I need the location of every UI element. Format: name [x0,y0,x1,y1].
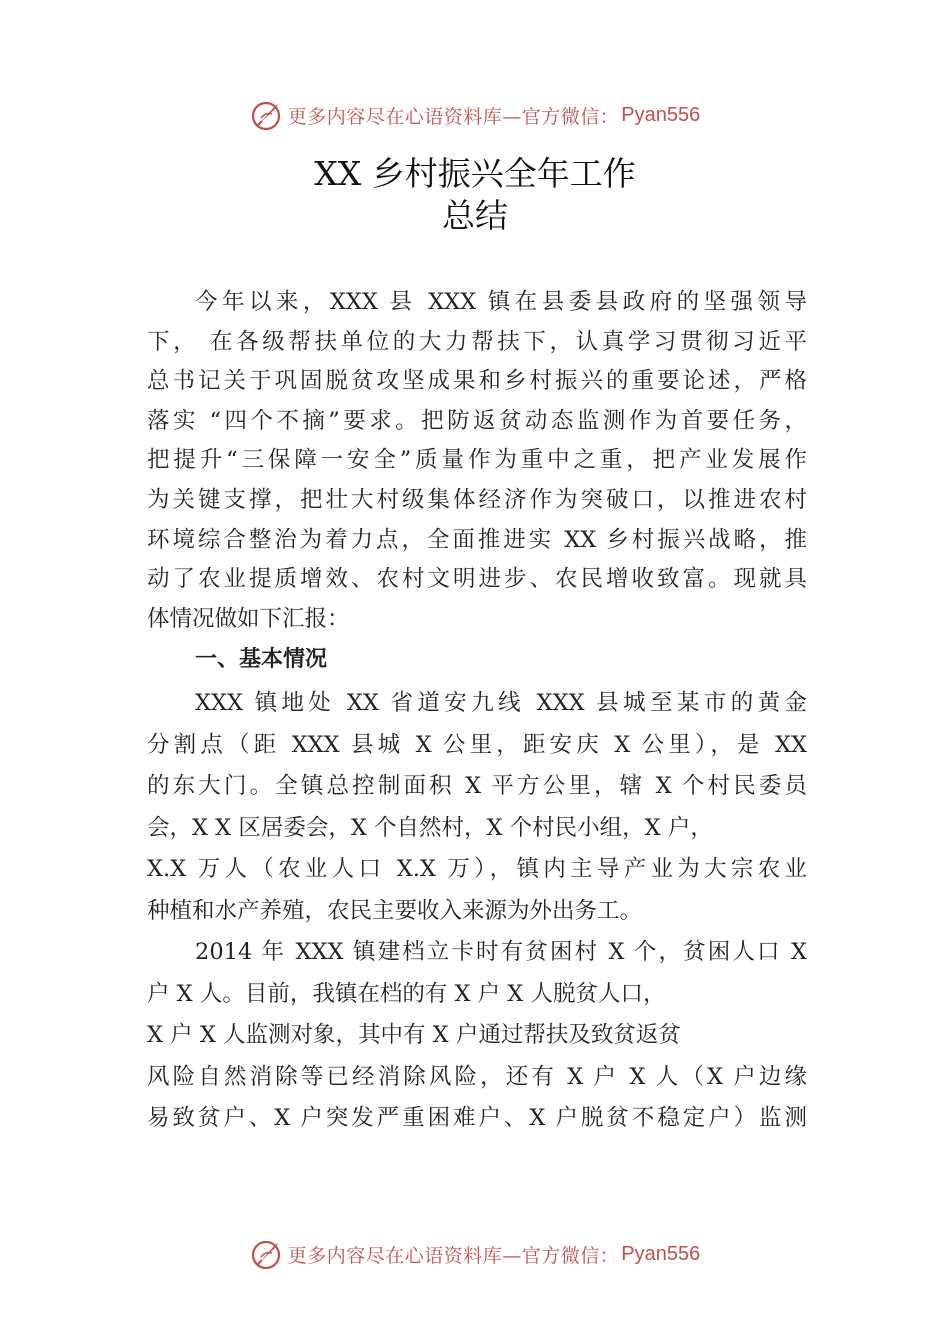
watermark-wechat-id: Pyan556 [621,103,701,126]
text-line: 户 X 人。目前，我镇在档的有 X 户 X 人脱贫人口， [147,980,666,1007]
text-line: 把提升“三保障一安全”质量作为重中之重，把产业发展作 [147,447,807,474]
document-title-line-1: XX 乡村振兴全年工作 [314,154,636,193]
intro-paragraph [147,283,807,639]
basic-info-paragraph [147,683,807,932]
watermark-text: 更多内容尽在心语资料库—官方微信： [287,1244,620,1267]
section-heading-basic-info [147,639,807,681]
text-line: 的东大门。全镇总控制面积 X 平方公里，辖 X 个村民委员 [147,773,807,799]
quill-logo-icon [250,98,284,132]
text-line: 种植和水产养殖，农民主要收入来源为外出务工。 [147,897,643,924]
text-line: 分割点（距 XXX 县城 X 公里，距安庆 X 公里），是 XX [147,731,807,758]
text-line: 下， 在各级帮扶单位的大力帮扶下，认真学习贯彻习近平 [147,328,807,355]
text-line: X 户 X 人监测对象，其中有 X 户通过帮扶及致贫返贫 [147,1022,681,1048]
text-line: 会，X X 区居委会，X 个自然村，X 个村民小组，X 户， [147,814,713,841]
watermark-wechat-id: Pyan556 [621,1242,701,1265]
text-line: 为关键支撑，把壮大村级集体经济作为突破口，以推进农村 [147,486,807,513]
watermark-text: 更多内容尽在心语资料库—官方微信： [287,105,620,128]
watermark-top [0,95,950,135]
text-line: 动了农业提质增效、农村文明进步、农民增收致富。现就具 [147,566,807,593]
text-line: X.X 万人（农业人口 X.X 万），镇内主导产业为大宗农业 [147,856,807,882]
text-line: 环境综合整治为着力点，全面推进实 XX 乡村振兴战略，推 [147,526,807,553]
text-line: 今年以来，XXX 县 XXX 镇在县委县政府的坚强领导 [195,289,807,315]
text-line: 易致贫户、X 户突发严重困难户、X 户脱贫不稳定户）监测 [147,1105,807,1131]
text-line: 2014 年 XXX 镇建档立卡时有贫困村 X 个，贫困人口 X [195,939,807,965]
text-line: 风险自然消除等已经消除风险，还有 X 户 X 人（X 户边缘 [147,1063,807,1090]
text-line: XXX 镇地处 XX 省道安九线 XXX 县城至某市的黄金 [195,690,807,716]
poverty-status-paragraph [147,932,807,1140]
text-line: 体情况做如下汇报： [147,605,350,632]
section-heading: 一、基本情况 [195,647,328,672]
text-line: 总书记关于巩固脱贫攻坚成果和乡村振兴的重要论述，严格 [147,368,807,395]
text-line: 落实 “四个不摘”要求。把防返贫动态监测作为首要任务， [147,407,807,434]
quill-logo-icon [250,1237,284,1271]
document-title-line-2: 总结 [442,196,508,235]
watermark-bottom [0,1234,950,1274]
